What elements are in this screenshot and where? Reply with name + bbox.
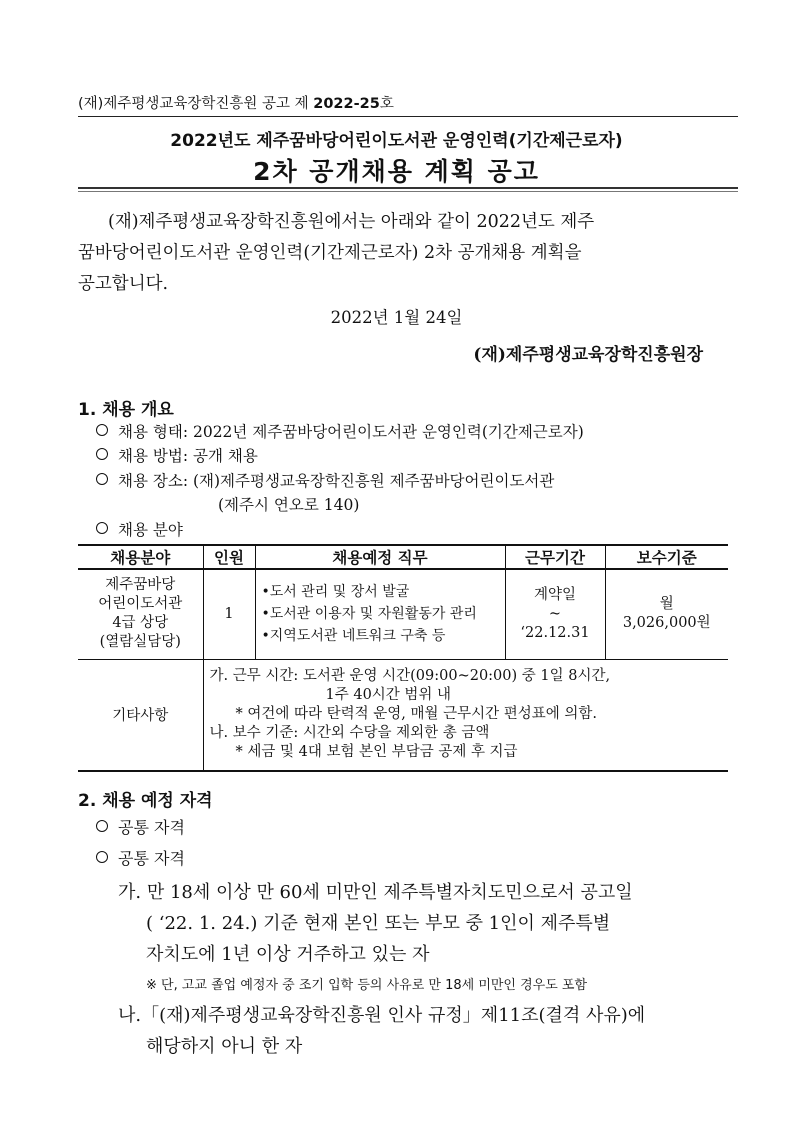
table-row [78,569,728,659]
qualification-ga-line: ( ‘22. 1. 24.) 기준 현재 본인 또는 부모 중 1인이 제주특별 [146,913,611,934]
etc-line: 가. 근무 시간: 도서관 운영 시간(09:00~20:00) 중 1일 8시간, [209,668,611,685]
etc-line: * 여건에 따라 탄력적 운영, 매월 근무시간 편성표에 의함. [235,706,597,723]
field-line: (열람실담당) [99,634,181,651]
circle-bullet-icon [96,820,108,832]
cell-field [78,569,203,659]
announcement-date: 2022년 1월 24일 [330,308,463,327]
table-header: 채용예정 직무 [255,545,505,569]
location-continuation: (제주시 연오로 140) [218,496,360,514]
section1-bullet [96,469,554,491]
section1-bullet [96,444,258,466]
section2-heading: 2. 채용 예정 자격 [78,791,213,811]
issuing-organization: (재)제주평생교육장학진흥원장 [473,345,703,365]
bullet-text: 공통 자격 [118,818,185,837]
table-header: 채용분야 [78,545,203,569]
bullet-text: 채용 분야 [118,521,183,539]
document-title-line2: 2차 공개채용 계획 공고 [253,157,540,186]
intro-line: 꿈바당어린이도서관 운영인력(기간제근로자) 2차 공개채용 계획을 [78,243,582,263]
section1-bullet [96,420,584,442]
intro-paragraph [78,207,718,300]
bullet-text: 채용 방법: 공개 채용 [118,447,258,465]
top-divider [78,116,738,117]
circle-bullet-icon [96,851,108,863]
circle-bullet-icon [96,473,108,485]
duty-item: •도서 관리 및 장서 발굴 [261,584,410,601]
pay-line: 3,026,000원 [622,615,711,632]
field-line: 제주꿈바당 [105,577,176,594]
section2-bullet [96,846,185,869]
etc-label: 기타사항 [78,659,203,771]
notice-suffix: 호 [379,96,394,112]
cell-period [505,569,605,659]
duty-item: •도서관 이용자 및 자원활동가 관리 [261,606,477,623]
qualification-na-line: 나.「(재)제주평생교육장학진흥원 인사 규정」제11조(결격 사유)에 [118,1005,646,1026]
duty-item: •지역도서관 네트워크 구축 등 [261,628,446,645]
qualification-ga-note: ※ 단, 고교 졸업 예정자 중 조기 입학 등의 사유로 만 18세 미만인 경우도 포함 [146,978,588,993]
etc-line: * 세금 및 4대 보험 본인 부담금 공제 후 지급 [235,744,518,761]
table-header: 인원 [203,545,255,569]
circle-bullet-icon [96,522,108,534]
cell-duties [255,569,505,659]
period-line: 계약일 [533,586,577,603]
period-line: ~ [548,605,562,622]
table-header-row [78,545,728,569]
notice-number: 2022-25 [313,96,380,112]
qualification-ga-line: 자치도에 1년 이상 거주하고 있는 자 [146,944,430,965]
section1-bullet [96,518,183,540]
circle-bullet-icon [96,424,108,436]
notice-number-line [78,92,394,113]
pay-line: 월 [659,596,674,613]
circle-bullet-icon [96,448,108,460]
section2-bullet [96,815,185,838]
etc-line: 1주 40시간 범위 내 [325,687,452,704]
period-line: ‘22.12.31 [520,624,590,641]
qualification-na-line: 해당하지 아니 한 자 [146,1036,303,1057]
bullet-text: 공통 자격 [118,849,185,868]
title-divider-thin [78,191,738,192]
etc-content [203,659,728,771]
document-title-line1: 2022년도 제주꿈바당어린이도서관 운영인력(기간제근로자) [170,131,623,151]
cell-count: 1 [203,569,255,659]
table-header: 보수기준 [605,545,728,569]
section1-heading: 1. 채용 개요 [78,400,174,420]
table-header: 근무기간 [505,545,605,569]
table-row-etc [78,659,728,771]
intro-line: (재)제주평생교육장학진흥원에서는 아래와 같이 2022년도 제주 [108,212,595,232]
etc-line: 나. 보수 기준: 시간외 수당을 제외한 총 금액 [209,725,490,742]
notice-prefix: (재)제주평생교육장학진흥원 공고 제 [78,96,314,112]
bullet-text: 채용 형태: 2022년 제주꿈바당어린이도서관 운영인력(기간제근로자) [118,423,584,441]
field-line: 어린이도서관 [98,596,183,613]
intro-line: 공고합니다. [78,274,169,294]
recruitment-table [78,544,728,772]
title-divider-thick [78,187,738,189]
cell-pay [605,569,728,659]
qualification-ga-line: 가. 만 18세 이상 만 60세 미만인 제주특별자치도민으로서 공고일 [118,882,633,903]
bullet-text: 채용 장소: (재)제주평생교육장학진흥원 제주꿈바당어린이도서관 [118,472,555,490]
field-line: 4급 상당 [112,615,169,632]
